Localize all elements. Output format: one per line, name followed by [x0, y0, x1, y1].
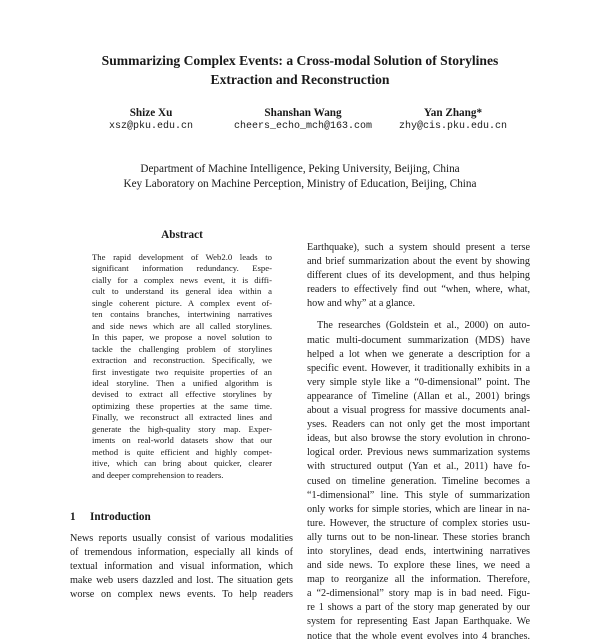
body-line: The researches (Goldstein et al., 2000) on auto-	[317, 320, 530, 332]
body-line: worse on complex news events. To help readers	[70, 589, 293, 601]
body-line: a “2-dimensional” story map is in bad need. Figu-	[307, 588, 530, 600]
body-line: specific event. However, it traditionally exhibits in a	[307, 362, 530, 374]
abstract-line: itive, which can bring about quicker, clearer	[92, 458, 272, 469]
body-line: ture. However, the structure of complex stories usu-	[307, 517, 530, 529]
paper-title	[60, 51, 540, 89]
abstract-line: and deeper comprehension to readers.	[92, 469, 224, 480]
body-line: appearance of Timeline (Allan et al., 2001) brings	[307, 390, 530, 402]
body-line: about a visual progress for massive documents anal-	[307, 405, 530, 417]
abstract-line: single coherent picture. A complex event of-	[92, 297, 272, 308]
body-line: system for representing East Japan Earthquake. We	[307, 616, 530, 628]
body-line: textual information and visual information, which	[70, 561, 293, 573]
author-name-2: Shanshan Wang	[264, 107, 342, 119]
right-column-body	[307, 241, 530, 644]
paper-title-line-2: Extraction and Reconstruction	[210, 72, 390, 87]
abstract-line: ideal storyline. Then a unified algorithm is	[92, 377, 272, 388]
affiliation-2: Key Laboratory on Machine Perception, Ministry of Education, Beijing, China	[123, 178, 477, 190]
abstract-line: iments on real-world datasets show that our	[92, 435, 272, 446]
body-line: readers to effectively find out “when, where, what,	[307, 284, 530, 296]
body-line: ally turns out to be non-linear. These stories branch	[307, 531, 530, 543]
abstract-line: generate the high-quality story map. Exper-	[92, 423, 272, 434]
abstract-line: In this paper, we propose a novel solution to	[92, 332, 272, 343]
author-email-1: xsz@pku.edu.cn	[108, 121, 193, 132]
author-email-3: zhy@cis.pku.edu.cn	[398, 121, 508, 132]
body-line: with structured output (Yan et al., 2011) have fo-	[307, 461, 530, 473]
abstract-line: first investigate two requisite properties of an	[92, 366, 272, 377]
body-line: only works for simple stories, which are linear in na-	[307, 503, 530, 515]
body-line: matic multi-document summarization (MDS) have	[307, 334, 530, 346]
body-line: cused on timeline generation. Timeline becomes a	[307, 475, 530, 487]
body-line: different clues of its development, and thus helping	[307, 270, 530, 282]
body-line: yses. Readers can not only get the most important	[307, 419, 530, 431]
abstract-line: extraction and reconstruction. Specifically, we	[92, 355, 272, 366]
author-name-1: Shize Xu	[129, 107, 173, 119]
body-line: very simple style like a “0-dimensional” point. The	[307, 376, 530, 388]
body-line: News reports usually consist of various modalities	[70, 533, 293, 544]
abstract-line: The rapid development of Web2.0 leads to	[92, 252, 272, 262]
body-line: logical order. Previous news summarization systems	[307, 447, 530, 459]
body-line: Earthquake), such a system should present a terse	[307, 242, 530, 253]
abstract-body	[92, 252, 272, 481]
affiliations	[60, 162, 540, 192]
author-name-3: Yan Zhang*	[423, 107, 483, 119]
abstract-line: tackle the challenging problem of storylines	[92, 343, 272, 354]
body-line: re 1 shows a part of the story map generated by our	[307, 602, 530, 614]
body-line: how and why” at a glance.	[307, 298, 416, 310]
body-line: and side news. To explore these lines, we need a	[307, 560, 530, 572]
body-line: “1-dimensional” line. This style of summarization	[307, 489, 530, 501]
section-title: Introduction	[90, 511, 151, 523]
abstract-line: and side news which are all called storylines.	[92, 320, 272, 331]
abstract-line: cially for a complex news event, it is diffi-	[92, 274, 272, 285]
introduction-body	[70, 532, 293, 602]
abstract-line: devised to extract all effective storylines by	[92, 389, 272, 400]
body-line: into storylines, dead ends, intertwining narratives	[307, 545, 530, 557]
body-line: of tremendous information, especially all kinds of	[70, 547, 293, 559]
section-heading-introduction	[70, 511, 151, 523]
abstract-line: Finally, we reconstruct all extracted lines and	[92, 412, 272, 423]
body-line: make web users dazzled and lost. The situation gets	[70, 575, 293, 587]
abstract-line: ten contains branches, intertwining narratives	[92, 309, 272, 320]
affiliation-1: Department of Machine Intelligence, Peking University, Beijing, China	[140, 163, 460, 175]
author-block-3	[378, 106, 528, 134]
author-email-2: cheers_echo_mch@163.com	[233, 121, 373, 132]
abstract-heading: Abstract	[161, 229, 203, 241]
abstract-line: method is quite efficient and highly compet-	[92, 446, 272, 457]
body-line: notice that the whole event evolves into 4 branches.	[307, 630, 530, 642]
paper-title-line-1: Summarizing Complex Events: a Cross-modal Solution of Storylines	[101, 53, 499, 68]
body-line: and brief summarization about the event by showing	[307, 256, 530, 268]
body-line: map to reorganize all the information. Therefore,	[307, 574, 530, 586]
body-line: ideas, but also browse the story evolution in chrono-	[307, 433, 530, 445]
section-number: 1	[70, 511, 76, 523]
author-block-1	[96, 106, 206, 134]
body-line: helped a lot when we generate a description for a	[307, 348, 530, 360]
author-block-2	[218, 106, 388, 134]
abstract-line: significant information redundancy. Espe-	[92, 263, 272, 274]
abstract-line: cult to understand its general idea within a	[92, 286, 272, 297]
abstract-line: optimizing these properties at the same time.	[92, 400, 272, 411]
